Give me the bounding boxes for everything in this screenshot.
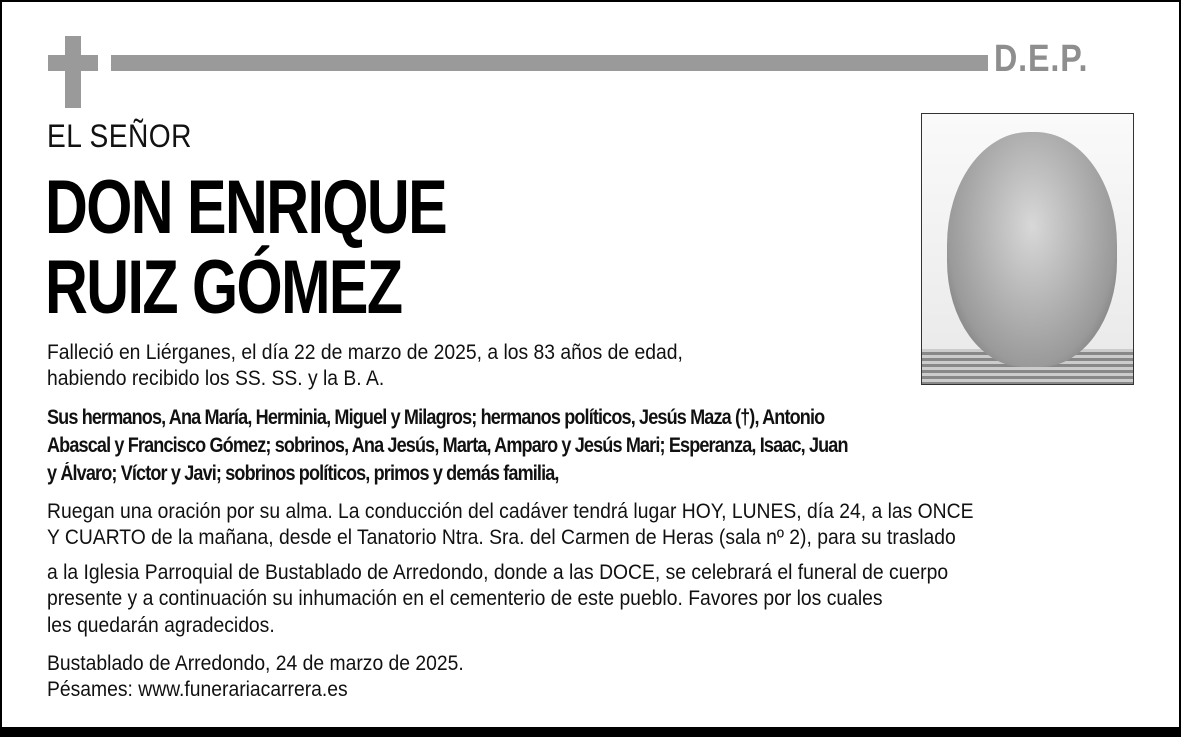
photo-face [947, 132, 1117, 367]
header-rule [111, 55, 988, 71]
family-line: Sus hermanos, Ana María, Herminia, Miguel y Milagros; hermanos políticos, Jesús Maza (†), Antonio [47, 406, 825, 429]
ceremony-line: presente y a continuación su inhumación en el cementerio de este pueblo. Favores por los cuales [47, 587, 883, 610]
family-line: y Álvaro; Víctor y Javi; sobrinos políticos, primos y demás familia, [47, 462, 559, 485]
deceased-name-line1: DON ENRIQUE [45, 165, 447, 250]
deceased-photo [921, 113, 1134, 385]
death-info-line: Falleció en Liérganes, el día 22 de marzo de 2025, a los 83 años de edad, [47, 341, 683, 364]
dep-label: D.E.P. [994, 38, 1089, 80]
cross-icon-bar [48, 55, 98, 71]
death-info-line: habiendo recibido los SS. SS. y la B. A. [47, 367, 385, 390]
condolences-link[interactable]: Pésames: www.funerariacarrera.es [47, 678, 348, 701]
cross-icon [65, 36, 81, 108]
deceased-name-line2: RUIZ GÓMEZ [45, 245, 402, 330]
title-prefix: EL SEÑOR [47, 118, 192, 154]
ceremony-line: Y CUARTO de la mañana, desde el Tanatorio Ntra. Sra. del Carmen de Heras (sala nº 2), para su traslado [47, 526, 956, 549]
bottom-border [0, 727, 1181, 737]
ceremony-line: Ruegan una oración por su alma. La conducción del cadáver tendrá lugar HOY, LUNES, día 24, a las ONCE [47, 500, 974, 523]
family-line: Abascal y Francisco Gómez; sobrinos, Ana Jesús, Marta, Amparo y Jesús Mari; Esperanza, Isaac, Juan [47, 434, 848, 457]
ceremony-line: a la Iglesia Parroquial de Bustablado de Arredondo, donde a las DOCE, se celebrará el funeral de cuerpo [47, 561, 949, 584]
place-date: Bustablado de Arredondo, 24 de marzo de 2025. [47, 652, 464, 675]
ceremony-line: les quedarán agradecidos. [47, 614, 275, 637]
